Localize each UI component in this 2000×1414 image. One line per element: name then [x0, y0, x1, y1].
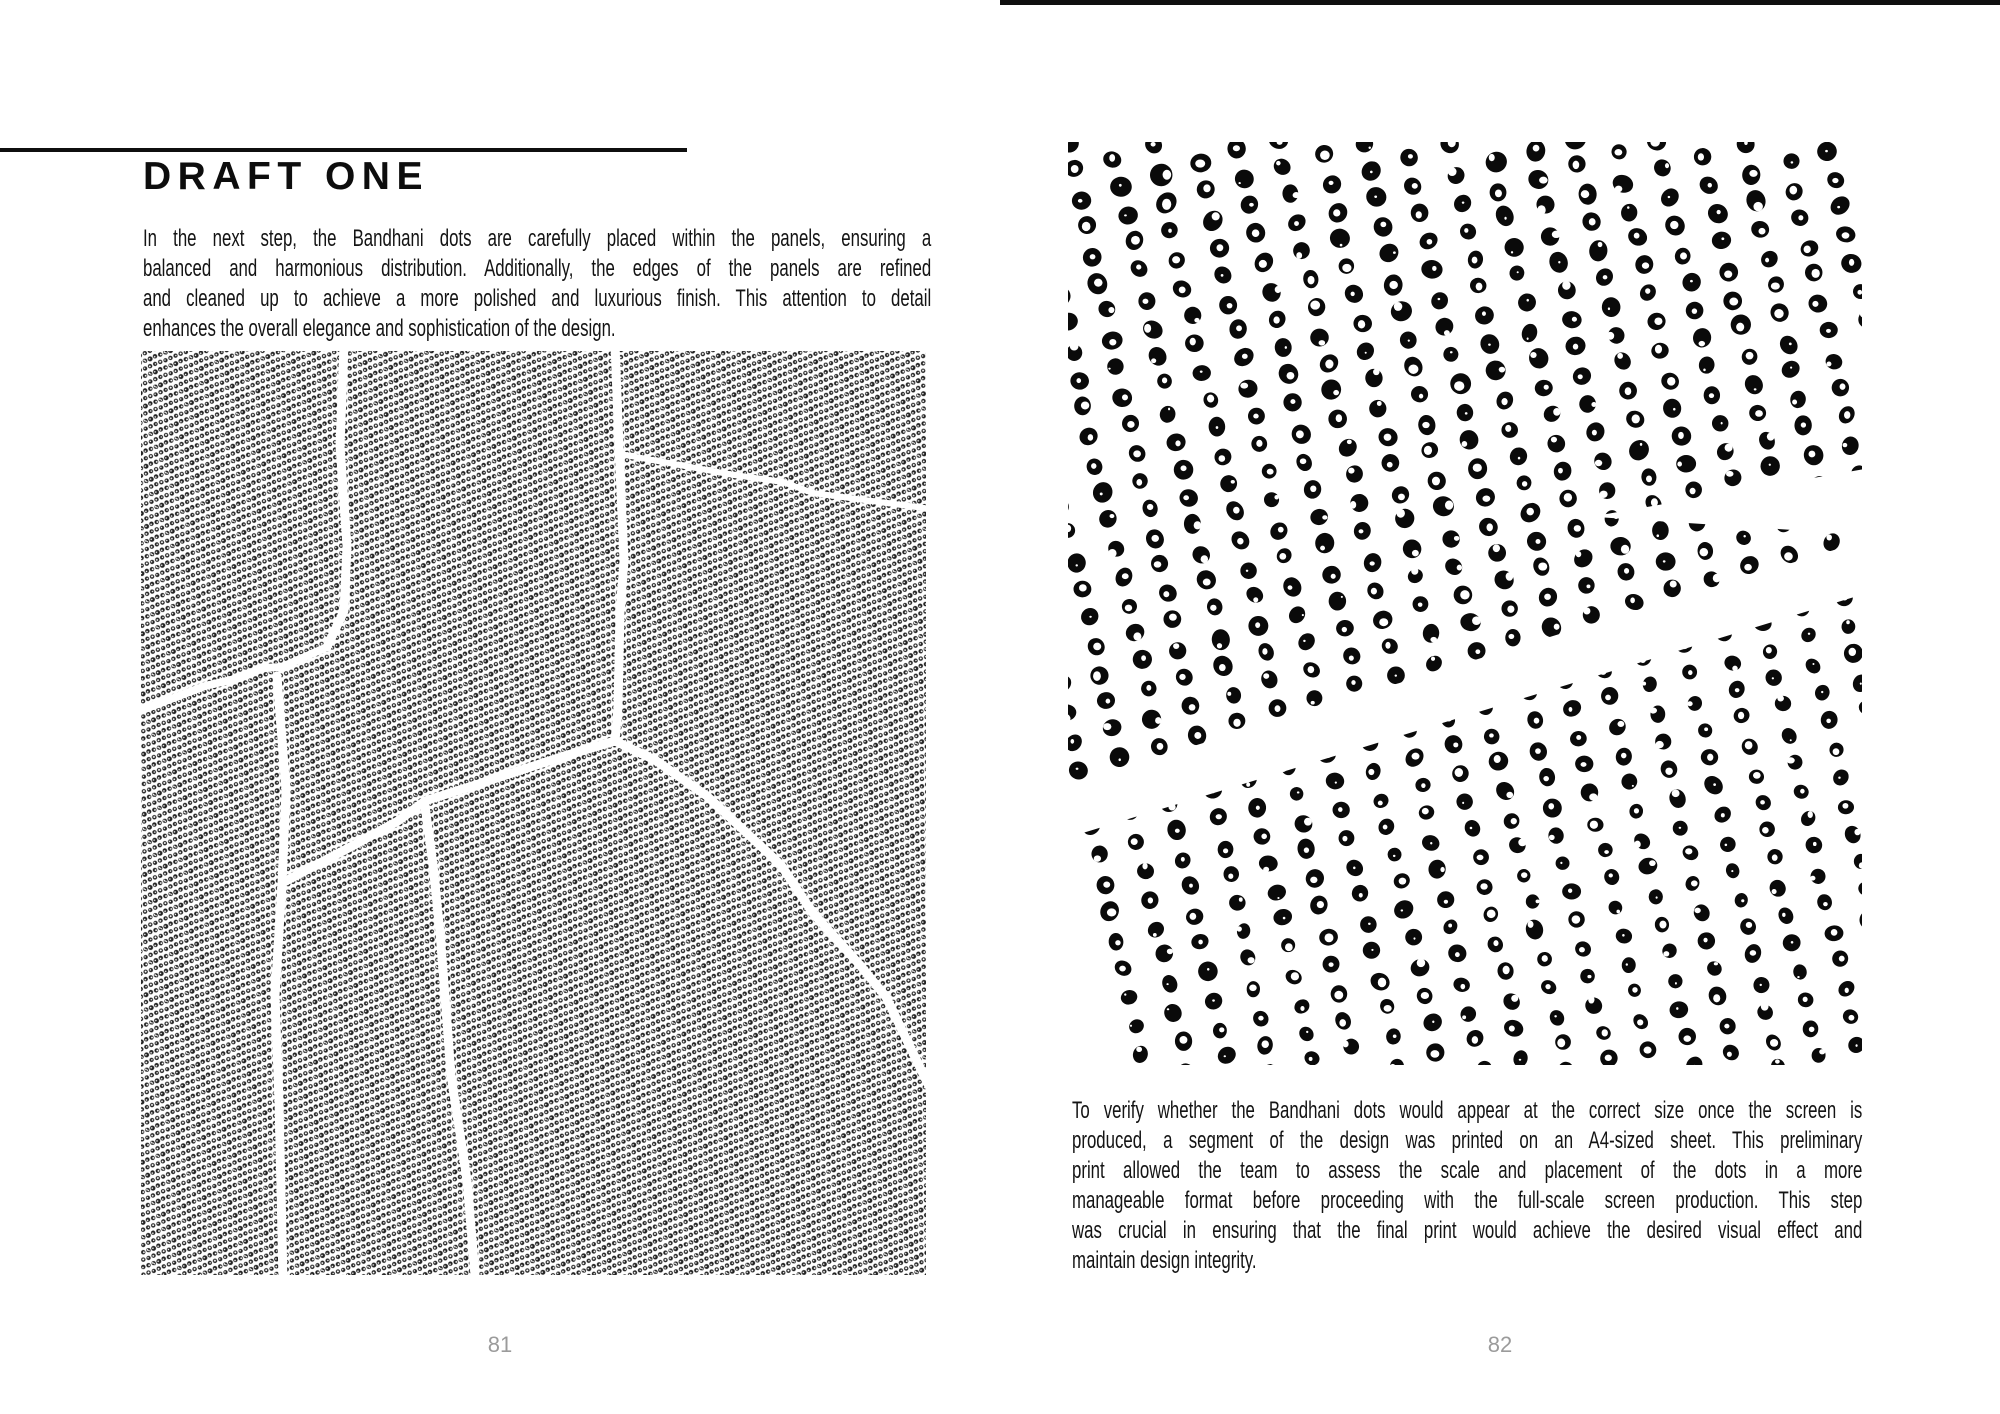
text-line: and cleaned up to achieve a more polished and luxurious finish. This attention to detail	[143, 285, 932, 312]
right-paragraph	[1072, 1096, 1862, 1276]
bandhani-dot-print-figure	[1068, 142, 1862, 1065]
text-line: produced, a segment of the design was printed on an A4-sized sheet. This preliminary	[1072, 1127, 1863, 1154]
text-line: balanced and harmonious distribution. Additionally, the edges of the panels are refined	[143, 255, 932, 282]
bandhani-dot-print-image	[1068, 142, 1862, 1065]
text-line: In the next step, the Bandhani dots are carefully placed within the panels, ensuring a	[143, 225, 932, 252]
draft-panel-texture-image	[141, 351, 926, 1275]
draft-panel-texture-figure	[141, 351, 926, 1275]
text-line: print allowed the team to assess the scale and placement of the dots in a more	[1072, 1157, 1863, 1184]
page-number-left: 81	[487, 1332, 513, 1357]
text-line: manageable format before proceeding with the full-scale screen production. This step	[1072, 1187, 1863, 1214]
text-line: was crucial in ensuring that the final print would achieve the desired visual effect and	[1072, 1217, 1863, 1244]
left-page-top-rule	[0, 148, 687, 152]
text-line: maintain design integrity.	[1072, 1247, 1257, 1274]
page-number-right: 82	[1487, 1332, 1513, 1357]
left-paragraph	[143, 224, 931, 344]
right-page-top-rule	[1000, 0, 2000, 5]
text-line: To verify whether the Bandhani dots would appear at the correct size once the screen is	[1072, 1097, 1863, 1124]
page-title: DRAFT ONE	[143, 155, 429, 198]
text-line: enhances the overall elegance and sophistication of the design.	[143, 315, 616, 342]
